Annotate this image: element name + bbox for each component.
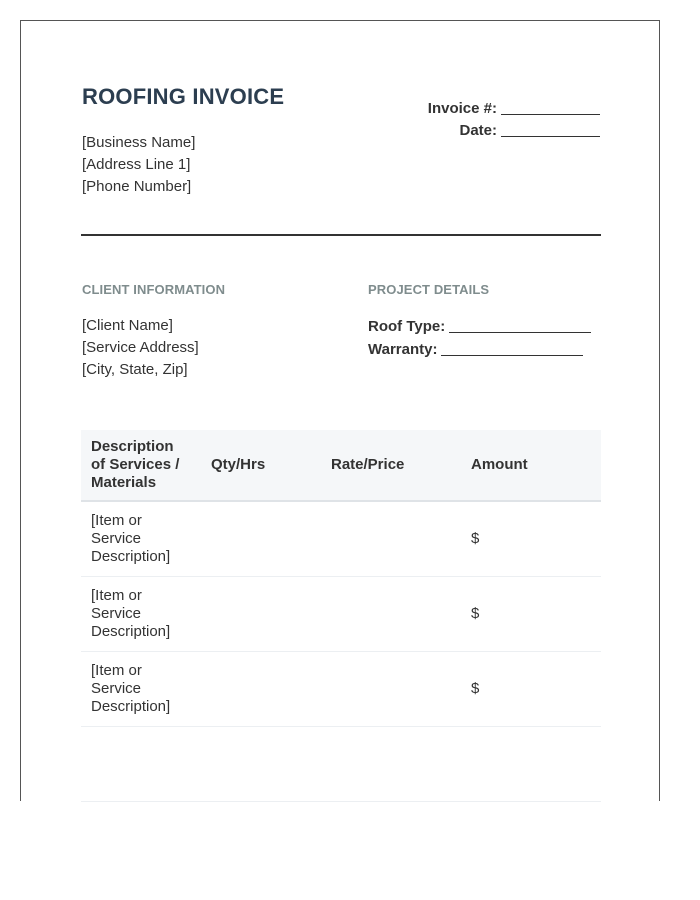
invoice-title: ROOFING INVOICE xyxy=(82,84,285,109)
business-phone: [Phone Number] xyxy=(82,178,192,195)
client-city-state-zip: [City, State, Zip] xyxy=(82,361,188,378)
item-amount[interactable]: $ xyxy=(461,501,601,576)
client-info-heading: CLIENT INFORMATION xyxy=(82,282,226,297)
empty-cell xyxy=(81,726,201,801)
business-info xyxy=(82,132,195,198)
empty-cell xyxy=(321,726,461,801)
business-name: [Business Name] xyxy=(82,134,196,151)
table-row xyxy=(81,576,601,651)
invoice-number-label: Invoice #: xyxy=(427,100,497,117)
roof-type-label: Roof Type: xyxy=(368,318,446,335)
project-details-heading: PROJECT DETAILS xyxy=(368,282,490,297)
business-address: [Address Line 1] xyxy=(82,156,191,173)
invoice-date-label: Date: xyxy=(459,122,497,139)
item-description[interactable]: [Item or Service Description] xyxy=(81,576,201,651)
invoice-number-field[interactable] xyxy=(501,99,600,115)
table-row xyxy=(81,501,601,576)
item-qty[interactable] xyxy=(201,651,321,726)
col-amount-header: Amount xyxy=(461,430,601,501)
col-qty-header: Qty/Hrs xyxy=(201,430,321,501)
roof-type-field[interactable] xyxy=(449,317,591,333)
invoice-date-row xyxy=(428,120,600,142)
client-info xyxy=(82,315,199,381)
warranty-label: Warranty: xyxy=(368,341,438,358)
client-service-address: [Service Address] xyxy=(82,339,199,356)
col-rate-header: Rate/Price xyxy=(321,430,461,501)
item-qty[interactable] xyxy=(201,501,321,576)
item-description[interactable]: [Item or Service Description] xyxy=(81,501,201,576)
item-qty[interactable] xyxy=(201,576,321,651)
client-name: [Client Name] xyxy=(82,317,173,334)
warranty-row xyxy=(368,338,591,361)
invoice-date-field[interactable] xyxy=(501,121,600,137)
table-header-row xyxy=(81,430,601,501)
project-details xyxy=(368,315,591,361)
item-description[interactable]: [Item or Service Description] xyxy=(81,651,201,726)
invoice-number-row xyxy=(428,98,600,120)
item-amount[interactable]: $ xyxy=(461,651,601,726)
item-rate[interactable] xyxy=(321,501,461,576)
item-amount[interactable]: $ xyxy=(461,576,601,651)
invoice-page xyxy=(20,20,660,801)
services-table xyxy=(81,430,601,802)
item-rate[interactable] xyxy=(321,576,461,651)
header-divider xyxy=(81,234,601,236)
warranty-field[interactable] xyxy=(441,340,583,356)
col-description-header: Description of Services / Materials xyxy=(81,430,201,501)
table-row xyxy=(81,651,601,726)
invoice-meta xyxy=(428,98,600,142)
empty-cell xyxy=(461,726,601,801)
item-rate[interactable] xyxy=(321,651,461,726)
empty-cell xyxy=(201,726,321,801)
roof-type-row xyxy=(368,315,591,338)
empty-table-row xyxy=(81,726,601,801)
